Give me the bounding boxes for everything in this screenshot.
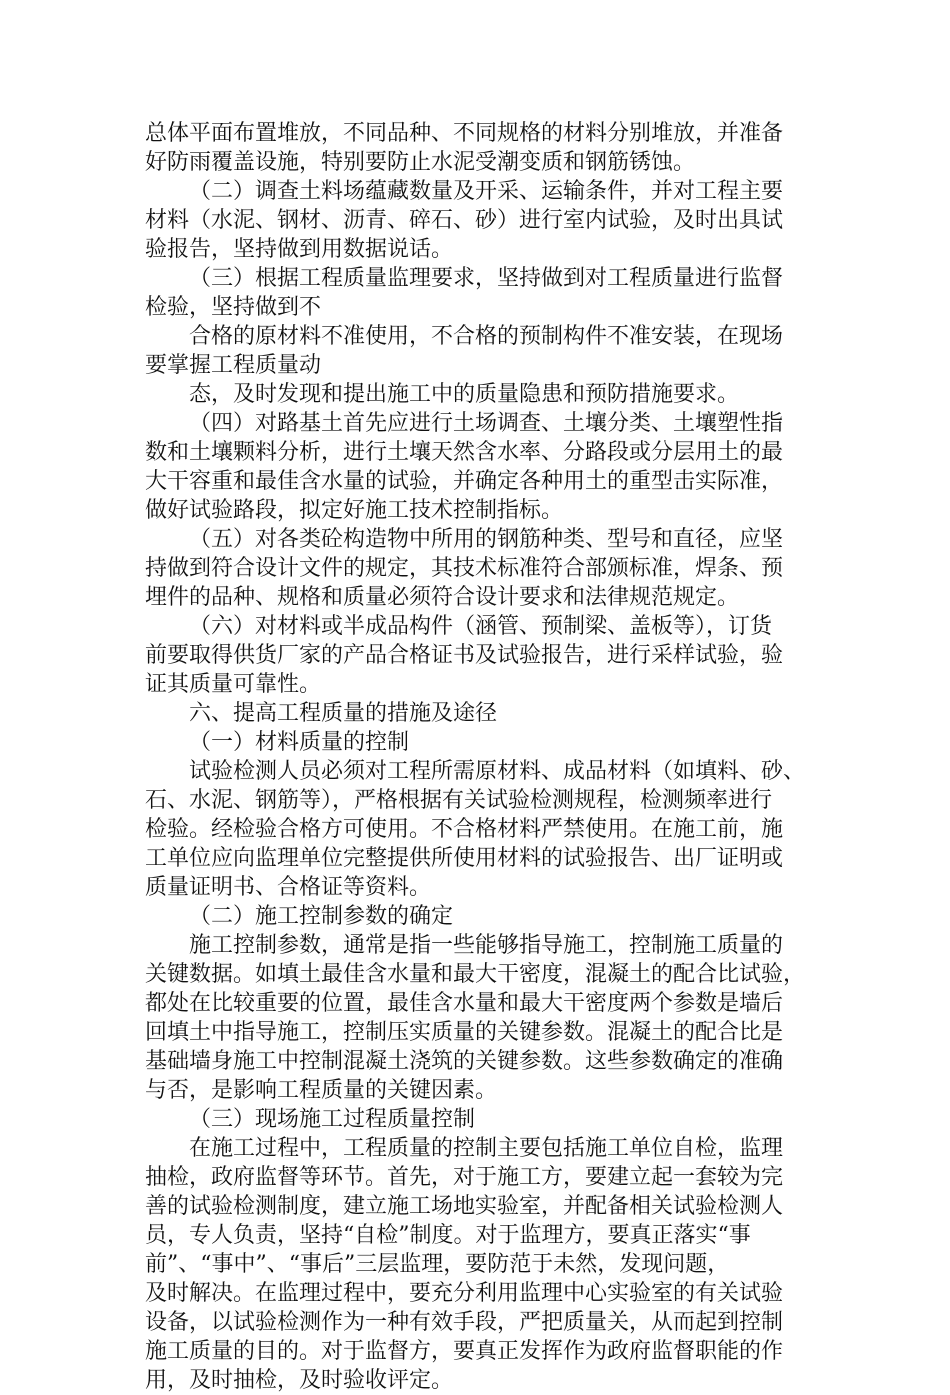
text-line: 合格的原材料不准使用，不合格的预制构件不准安装，在现场 [189,324,784,349]
section-heading: 六、提高工程质量的措施及途径 [189,701,498,726]
text-line: 做好试验路段，拟定好施工技术控制指标。 [145,498,564,523]
text-line: 都处在比较重要的位置，最佳含水量和最大干密度两个参数是墙后 [145,991,784,1016]
subsection-heading: （一）材料质量的控制 [189,730,410,755]
text-line: 员，专人负责，坚持“自检”制度。对于监理方，要真正落实“事 [145,1223,751,1248]
text-line: （四）对路基土首先应进行土场调查、土壤分类、土壤塑性指 [189,411,784,436]
text-line: （二）调查土料场蕴藏数量及开采、运输条件，并对工程主要 [189,179,784,204]
text-line: 总体平面布置堆放，不同品种、不同规格的材料分别堆放，并准备 [145,121,784,146]
text-line: 前要取得供货厂家的产品合格证书及试验报告，进行采样试验，验 [145,643,784,668]
subsection-heading: （二）施工控制参数的确定 [189,904,454,929]
text-line: 及时解决。在监理过程中，要充分利用监理中心实验室的有关试验 [145,1281,784,1306]
text-line: 验报告，坚持做到用数据说话。 [145,237,454,262]
text-line: 要掌握工程质量动 [145,353,322,378]
text-line: 检验。经检验合格方可使用。不合格材料严禁使用。在施工前，施 [145,817,784,842]
text-line: 石、水泥、钢筋等），严格根据有关试验检测规程，检测频率进行 [145,788,773,813]
text-line: （三）根据工程质量监理要求，坚持做到对工程质量进行监督 [189,266,784,291]
text-line: 基础墙身施工中控制混凝土浇筑的关键参数。这些参数确定的准确 [145,1049,784,1074]
text-line: 好防雨覆盖设施，特别要防止水泥受潮变质和钢筋锈蚀。 [145,150,696,175]
text-line: 回填土中指导施工，控制压实质量的关键参数。混凝土的配合比是 [145,1020,784,1045]
text-line: 态，及时发现和提出施工中的质量隐患和预防措施要求。 [189,382,740,407]
text-line: 数和土壤颗料分析，进行土壤天然含水率、分路段或分层用土的最 [145,440,784,465]
text-line: 与否，是影响工程质量的关键因素。 [145,1078,498,1103]
text-line: 证其质量可靠性。 [145,672,322,697]
text-line: 大干容重和最佳含水量的试验，并确定各种用土的重型击实际准， [145,469,784,494]
text-line: 善的试验检测制度，建立施工场地实验室，并配备相关试验检测人 [145,1194,784,1219]
text-line: （五）对各类砼构造物中所用的钢筋种类、型号和直径，应坚 [189,527,784,552]
text-line: 前”、“事中”、“事后”三层监理，要防范于未然，发现问题， [145,1252,730,1277]
text-line: 在施工过程中，工程质量的控制主要包括施工单位自检，监理 [189,1136,784,1161]
text-line: 质量证明书、合格证等资料。 [145,875,432,900]
text-line: 抽检，政府监督等环节。首先，对于施工方，要建立起一套较为完 [145,1165,784,1190]
text-line: 设备，以试验检测作为一种有效手段，严把质量关，从而起到控制 [145,1310,784,1335]
text-line: 施工质量的目的。对于监督方，要真正发挥作为政府监督职能的作 [145,1339,784,1364]
text-line: （六）对材料或半成品构件（涵管、预制梁、盖板等），订货 [189,614,773,639]
text-line: 检验，坚持做到不 [145,295,322,320]
text-line: 关键数据。如填土最佳含水量和最大干密度，混凝土的配合比试验， [145,962,806,987]
text-line: 材料（水泥、钢材、沥青、碎石、砂）进行室内试验，及时出具试 [145,208,784,233]
text-line: 试验检测人员必须对工程所需原材料、成品材料（如填料、砂、 [189,759,806,784]
text-line: 持做到符合设计文件的规定，其技术标准符合部颁标准，焊条、预 [145,556,784,581]
text-line: 施工控制参数，通常是指一些能够指导施工，控制施工质量的 [189,933,784,958]
text-line: 工单位应向监理单位完整提供所使用材料的试验报告、出厂证明或 [145,846,784,871]
text-line: 埋件的品种、规格和质量必须符合设计要求和法律规范规定。 [145,585,740,610]
subsection-heading: （三）现场施工过程质量控制 [189,1107,476,1132]
text-line: 用，及时抽检，及时验收评定。 [145,1368,454,1393]
